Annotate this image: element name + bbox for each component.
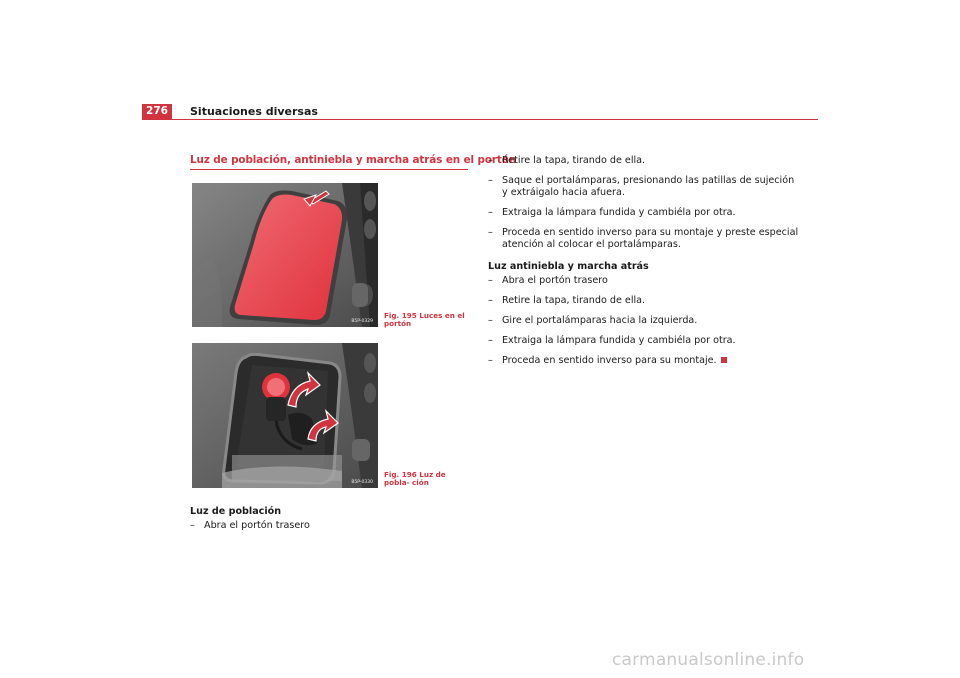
list-item: – Abra el portón trasero	[488, 275, 802, 287]
list-item: – Abra el portón trasero	[190, 520, 484, 532]
section-rule	[190, 169, 468, 170]
figure-195-illustration	[192, 183, 378, 327]
list-item: – Extraiga la lámpara fundida y cambiéla por otra.	[488, 335, 802, 347]
figure-195-code: B5P-0329	[351, 319, 373, 324]
list-item: – Extraiga la lámpara fundida y cambiéla por otra.	[488, 207, 802, 219]
heading-luz-antiniebla: Luz antiniebla y marcha atrás	[488, 261, 649, 272]
header-rule	[142, 119, 818, 120]
page-number: 276	[142, 104, 172, 119]
figure-196-illustration	[192, 343, 378, 488]
figure-196-caption: Fig. 196 Luz de pobla- ción	[384, 470, 446, 487]
heading-luz-de-poblacion: Luz de población	[190, 506, 282, 517]
watermark: carmanualsonline.info	[612, 650, 805, 670]
header-title: Situaciones diversas	[190, 105, 318, 118]
list-item-text: Proceda en sentido inverso para su montaje.	[502, 355, 717, 366]
figure-196-code: B5P-0330	[351, 480, 373, 485]
figure-195-caption: Fig. 195 Luces en el portón	[384, 311, 465, 328]
section-title: Luz de población, antiniebla y marcha atrás en el portón	[190, 154, 517, 166]
list-item: – Proceda en sentido inverso para su montaje y preste especial atención al colocar el portalámparas.	[488, 227, 802, 251]
list-item: – Saque el portalámparas, presionando las patillas de sujeción y extráigalo hacia afuera.	[488, 175, 802, 199]
list-item: – Gire el portalámparas hacia la izquierda.	[488, 315, 802, 327]
list-item: – Retire la tapa, tirando de ella.	[488, 155, 802, 167]
list-item: – Retire la tapa, tirando de ella.	[488, 295, 802, 307]
list-item-last	[488, 355, 802, 367]
end-of-section-icon	[721, 357, 727, 363]
